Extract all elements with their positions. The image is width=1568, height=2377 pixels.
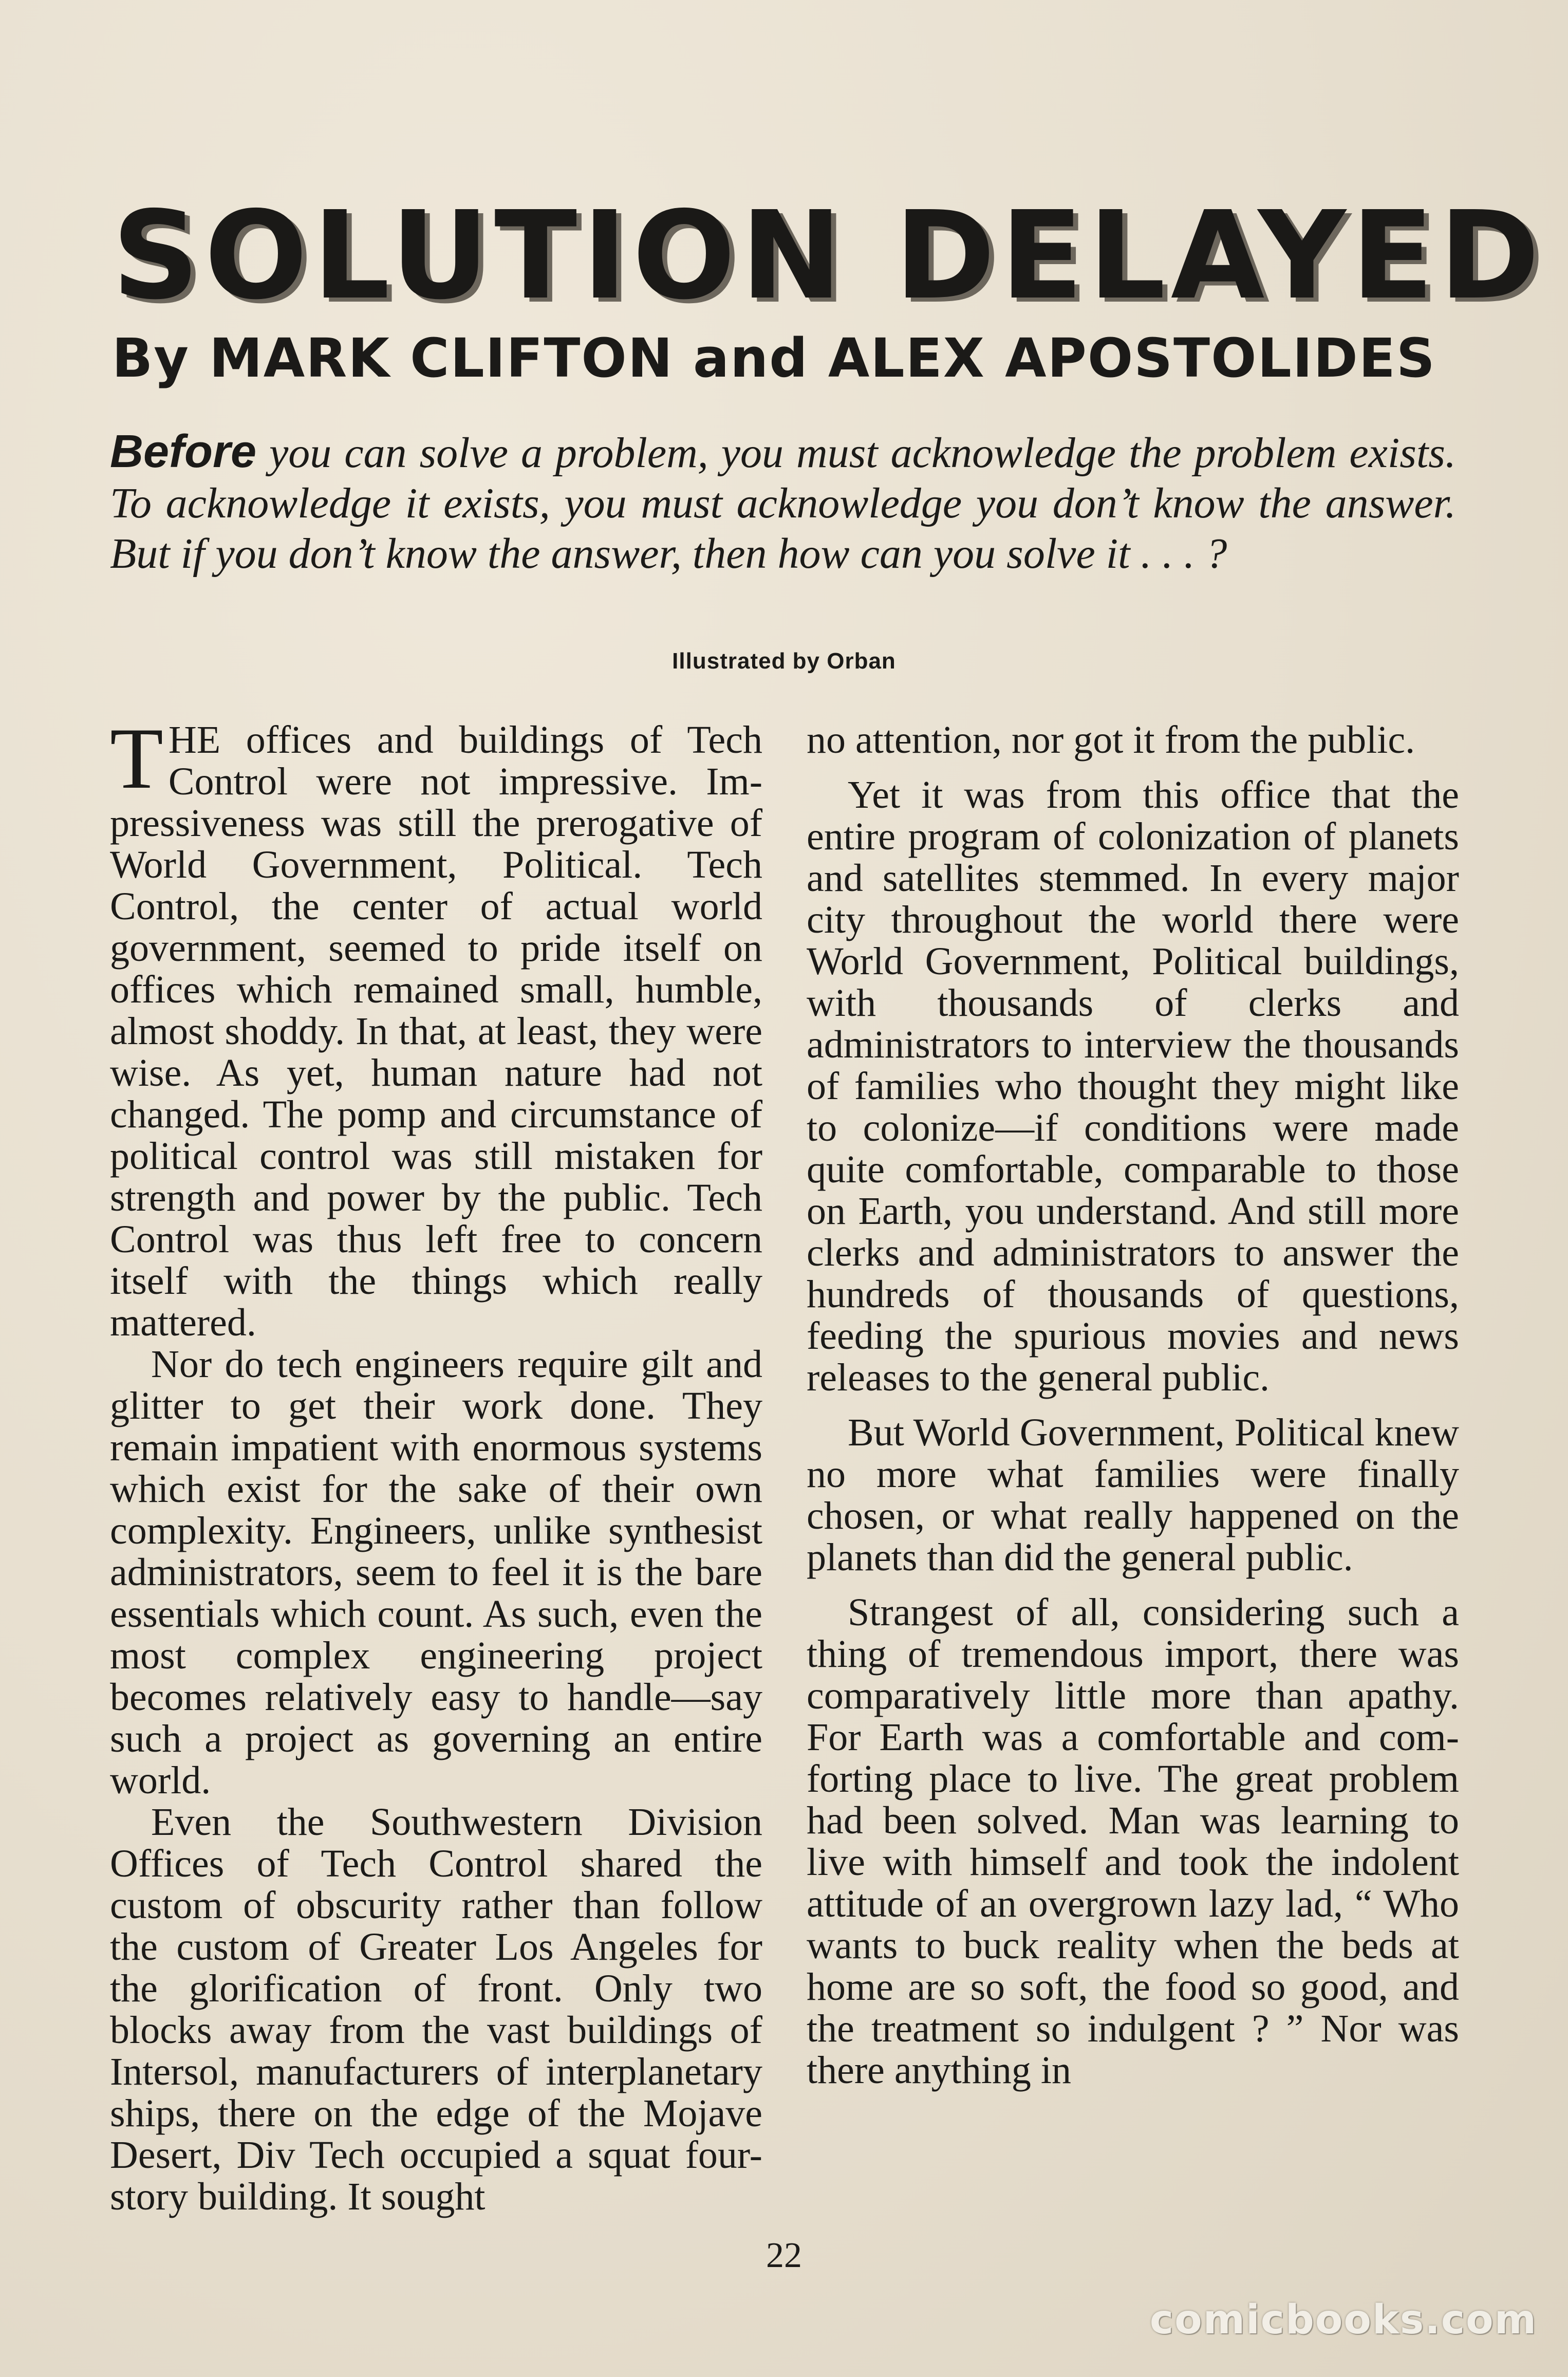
left-column [110, 710, 762, 2218]
right-column [807, 719, 1459, 2091]
left-paragraph-2: Nor do tech engineers require gilt and glitter to get their work done. They remain impatient with enormous systems which exist for the sake of their own complexity. Engineers, unlike synthesist administrators, seem to feel it is the bare essentials which count. As such, even the most complex engineering project becomes relatively easy to handle—say such a project as governing an entire world. [110, 1343, 762, 1802]
left-paragraph-3: Even the Southwestern Division Offices of Tech Control shared the custom of obscurity rather than follow the custom of Greater Los Angeles for the glorification of front. Only two blocks away from the vast buildings of Intersol, manufacturers of interplanetary ships, there on the edge of the Mojave Desert, Div Tech occupied a squat four-story building. It sought [110, 1800, 762, 2218]
left-paragraph-1 [110, 710, 762, 1344]
watermark: comicbooks.com [1149, 2297, 1537, 2343]
left-paragraph-1-text: HE offices and buildings of Tech Control were not impressive. Impressiveness was still the prerogative of World Government, Political. Tech Control, the center of actual world government, seemed to pride itself on offices which remained small, humble, almost shoddy. In that, at least, they were wise. As yet, human nature had not changed. The pomp and circumstance of political control was still mistaken for strength and power by the public. Tech Control was thus left free to concern itself with the things which really mattered. [110, 718, 762, 1344]
lede-lead-word: Before [110, 426, 257, 477]
right-paragraph-2: Yet it was from this office that the entire program of colonization of planets and satellites stemmed. In every major city throughout the world there were World Government, Political buildings, with thousands of clerks and administrators to interview the thousands of families who thought they might like to colonize—if conditions were made quite comfortable, comparable to those on Earth, you understand. And still more clerks and administrators to answer the hundreds of thousands of questions, feeding the spurious movies and news releases to the general public. [807, 773, 1459, 1399]
story-lede [110, 426, 1456, 579]
drop-cap: T [110, 710, 163, 807]
right-paragraph-4: Strangest of all, considering such a thing of tremendous import, there was comparatively little more than apathy. For Earth was a comfortable and comforting place to live. The great problem had been solved. Man was learning to live with himself and took the indolent attitude of an overgrown lazy lad, “ Who wants to buck reality when the beds at home are so soft, the food so good, and the treatment so indulgent ? ” Nor was there anything in [807, 1591, 1459, 2092]
right-paragraph-1: no attention, nor got it from the public. [807, 718, 1415, 762]
right-paragraph-3: But World Government, Political knew no more what families were finally chosen, or what really happened on the planets than did the general public. [807, 1411, 1459, 1579]
lede-text: you can solve a problem, you must acknowledge the problem exists. To acknowledge it exists, you must acknowledge you don’t know the answer. But if you don’t know the answer, then how can you solve it . . . ? [110, 429, 1456, 578]
story-title: SOLUTION DELAYED [112, 185, 1545, 326]
page-number: 22 [766, 2236, 802, 2275]
illustrator-credit: Illustrated by Orban [672, 648, 896, 674]
story-byline: By MARK CLIFTON and ALEX APOSTOLIDES [112, 327, 1436, 389]
